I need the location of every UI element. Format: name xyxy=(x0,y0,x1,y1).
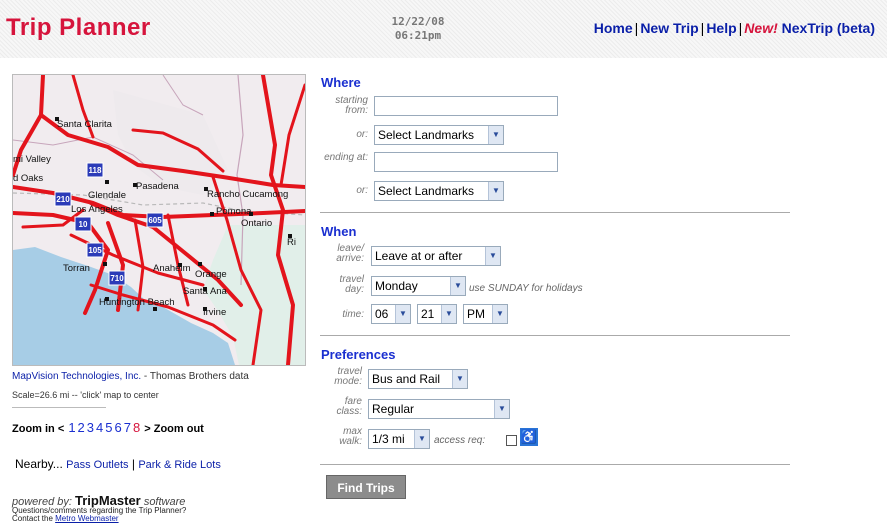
current-time: 06:21pm xyxy=(394,29,442,42)
map-label-oaks: d Oaks xyxy=(13,173,44,184)
map-label-santa-ana: Santa Ana xyxy=(183,286,227,297)
fare-class-value: Regular xyxy=(372,402,415,416)
map-label-ontario: Ontario xyxy=(241,218,273,229)
zoom-level-7[interactable]: 7 xyxy=(123,420,131,435)
section-divider xyxy=(320,212,790,213)
datetime xyxy=(378,15,458,43)
chevron-down-icon: ▼ xyxy=(450,277,465,295)
ampm-select[interactable] xyxy=(463,304,508,324)
fare-class-select[interactable] xyxy=(368,399,510,419)
nav-separator: | xyxy=(738,20,743,36)
zoom-level-1[interactable]: 1 xyxy=(68,420,76,435)
minute-value: 21 xyxy=(421,307,435,321)
or-label: or: xyxy=(356,129,368,140)
when-heading: When xyxy=(321,224,357,239)
time-label: time: xyxy=(342,309,364,320)
section-divider xyxy=(320,464,790,465)
access-req-label: access req: xyxy=(434,435,486,446)
travel-mode-label: travel mode: xyxy=(334,366,362,387)
mapvision-link[interactable]: MapVision Technologies, Inc. xyxy=(12,371,142,382)
section-divider xyxy=(320,335,790,336)
leave-arrive-select[interactable] xyxy=(371,246,501,266)
nav-separator: | xyxy=(634,20,639,36)
hour-value: 06 xyxy=(375,307,389,321)
zoom-level-8[interactable]: 8 xyxy=(132,420,141,435)
map-label-los-angeles: Los Angeles xyxy=(71,204,123,215)
zoom-level-4[interactable]: 4 xyxy=(96,420,104,435)
app-title: Trip Planner xyxy=(6,14,151,41)
park-ride-link[interactable]: Park & Ride Lots xyxy=(138,459,221,471)
map-label-glendale: Glendale xyxy=(88,190,127,201)
travel-day-value: Monday xyxy=(375,279,418,293)
travel-day-select[interactable] xyxy=(371,276,466,296)
access-checkbox[interactable] xyxy=(506,435,517,446)
chevron-down-icon: ▼ xyxy=(488,182,503,200)
fare-class-label: fare class: xyxy=(336,396,362,417)
nearby-label: Nearby... xyxy=(15,457,63,471)
holiday-note: use SUNDAY for holidays xyxy=(469,283,583,294)
zoom-in-label: Zoom in < xyxy=(12,423,65,435)
ending-at-input[interactable] xyxy=(374,152,558,172)
map-label-huntington: Huntington Beach xyxy=(99,297,175,308)
zoom-level-6[interactable]: 6 xyxy=(114,420,122,435)
wheelchair-icon: ♿ xyxy=(520,429,538,444)
start-landmark-value: Select Landmarks xyxy=(378,128,475,142)
zoom-out-label: > Zoom out xyxy=(144,423,204,435)
where-heading: Where xyxy=(321,75,361,90)
map-label-orange: Orange xyxy=(195,269,227,280)
questions-text xyxy=(12,507,186,523)
chevron-down-icon: ▼ xyxy=(494,400,509,418)
map-label-simi-valley: mi Valley xyxy=(13,154,51,165)
map-scale: Scale=26.6 mi -- 'click' map to center xyxy=(12,390,159,400)
tripmaster-logo: TripMaster xyxy=(75,493,141,508)
region-map[interactable] xyxy=(12,74,306,366)
max-walk-value: 1/3 mi xyxy=(372,432,405,446)
map-label-rancho: Rancho Cucamong xyxy=(207,189,289,200)
end-landmark-value: Select Landmarks xyxy=(378,184,475,198)
chevron-down-icon: ▼ xyxy=(485,247,500,265)
max-walk-select[interactable] xyxy=(368,429,430,449)
chevron-down-icon: ▼ xyxy=(414,430,429,448)
starting-from-input[interactable] xyxy=(374,96,558,116)
webmaster-link[interactable]: Metro Webmaster xyxy=(55,514,119,523)
shield-118: 118 xyxy=(88,166,102,175)
map-label-pomona: Pomona xyxy=(216,206,252,217)
ending-at-label: ending at: xyxy=(324,152,368,163)
chevron-down-icon: ▼ xyxy=(488,126,503,144)
hour-select[interactable] xyxy=(371,304,411,324)
leave-arrive-value: Leave at or after xyxy=(375,249,463,263)
divider xyxy=(12,407,106,408)
map-label-pasadena: Pasadena xyxy=(136,181,179,192)
map-label-santa-clarita: Santa Clarita xyxy=(57,119,112,130)
zoom-level-3[interactable]: 3 xyxy=(86,420,95,435)
new-badge: New! xyxy=(744,20,778,36)
nearby-links xyxy=(15,457,221,471)
chevron-down-icon: ▼ xyxy=(452,370,467,388)
shield-605: 605 xyxy=(148,216,162,225)
shield-105: 105 xyxy=(88,246,102,255)
software-label: software xyxy=(143,496,186,508)
map-graphic[interactable] xyxy=(13,75,305,365)
end-landmark-select[interactable] xyxy=(374,181,504,201)
zoom-control xyxy=(12,420,204,435)
chevron-down-icon: ▼ xyxy=(395,305,410,323)
minute-select[interactable] xyxy=(417,304,457,324)
powered-by-label: powered by: xyxy=(12,496,72,508)
header-bar xyxy=(0,0,887,58)
nav-nextrip-link[interactable]: NexTrip (beta) xyxy=(781,20,875,36)
contact-line xyxy=(12,515,186,523)
contact-label: Contact the xyxy=(12,514,56,523)
travel-mode-select[interactable] xyxy=(368,369,468,389)
shield-10: 10 xyxy=(78,220,88,229)
nav-home-link[interactable]: Home xyxy=(593,20,633,36)
max-walk-label: max walk: xyxy=(339,426,362,447)
map-label-irvine: Irvine xyxy=(203,307,227,318)
nav-help-link[interactable]: Help xyxy=(706,20,737,36)
map-label-torrance: Torran xyxy=(63,263,90,274)
zoom-level-5[interactable]: 5 xyxy=(105,420,113,435)
map-credit xyxy=(12,371,249,382)
shield-710: 710 xyxy=(110,274,124,283)
leave-arrive-label: leave/ arrive: xyxy=(336,243,364,264)
starting-from-label: starting from: xyxy=(335,95,368,116)
travel-day-label: travel day: xyxy=(339,274,364,295)
chevron-down-icon: ▼ xyxy=(441,305,456,323)
travel-mode-value: Bus and Rail xyxy=(372,372,441,386)
zoom-level-2[interactable]: 2 xyxy=(77,420,85,435)
ampm-value: PM xyxy=(467,307,485,321)
questions-line: Questions/comments regarding the Trip Planner? xyxy=(12,506,187,515)
current-date: 12/22/08 xyxy=(391,15,445,28)
map-label-anaheim: Anaheim xyxy=(153,263,191,274)
nav-separator: | xyxy=(700,20,705,36)
chevron-down-icon: ▼ xyxy=(492,305,507,323)
preferences-heading: Preferences xyxy=(321,347,396,362)
shield-210: 210 xyxy=(56,195,70,204)
map-label-riverside: Ri xyxy=(287,237,296,248)
top-nav xyxy=(594,20,875,36)
start-landmark-select[interactable] xyxy=(374,125,504,145)
or-label: or: xyxy=(356,185,368,196)
credit-text: - Thomas Brothers data xyxy=(141,371,249,382)
nav-new-trip-link[interactable]: New Trip xyxy=(640,20,699,36)
pass-outlets-link[interactable]: Pass Outlets xyxy=(66,459,129,471)
nearby-separator: | xyxy=(131,457,135,471)
find-trips-button[interactable]: Find Trips xyxy=(326,475,406,499)
